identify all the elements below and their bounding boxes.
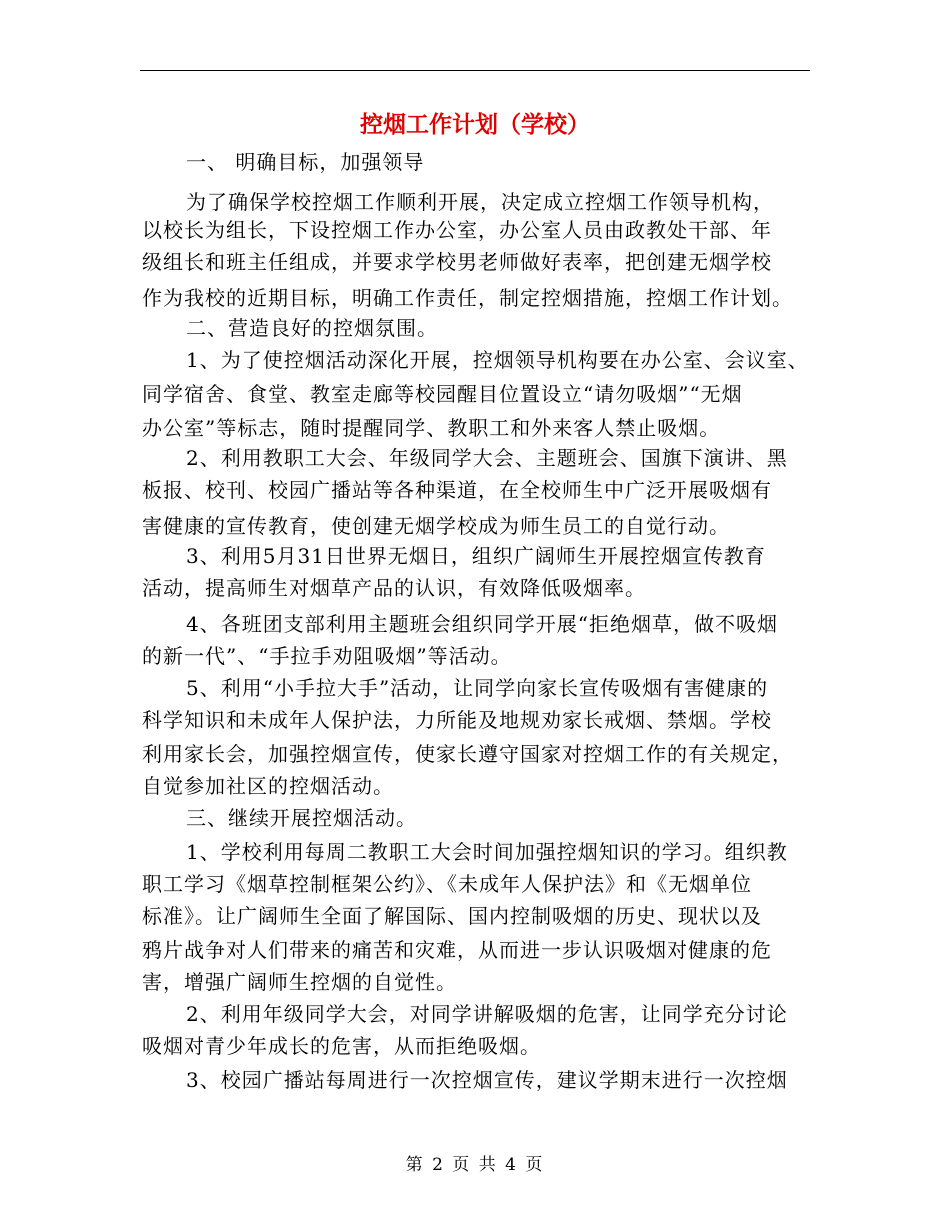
paragraph-line: 同学宿舍、食堂、教室走廊等校园醒目位置设立“请勿吸烟”“无烟 (142, 382, 743, 406)
document-title: 控烟工作计划（学校） (360, 111, 590, 138)
paragraph-line: 以校长为组长，下设控烟工作办公室，办公室人员由政教处干部、年 (142, 218, 772, 242)
paragraph-line: 活动，提高师生对烟草产品的认识，有效降低吸烟率。 (142, 576, 646, 600)
paragraph-line: 职工学习《烟草控制框架公约》、《未成年人保护法》和《无烟单位 (142, 872, 752, 896)
paragraph-line: 鸦片战争对人们带来的痛苦和灾难，从而进一步认识吸烟对健康的危 (142, 938, 772, 962)
paragraph-line: 3、利用5月31日世界无烟日，组织广阔师生开展控烟宣传教育 (186, 544, 766, 568)
section-heading: 一、 明确目标，加强领导 (186, 150, 425, 174)
header-rule (140, 70, 810, 71)
paragraph-line: 害，增强广阔师生控烟的自觉性。 (142, 970, 457, 994)
paragraph-line: 级组长和班主任组成，并要求学校男老师做好表率，把创建无烟学校 (142, 250, 772, 274)
paragraph-line: 4、各班团支部利用主题班会组织同学开展“拒绝烟草，做不吸烟 (186, 612, 778, 636)
paragraph-line: 1、为了使控烟活动深化开展，控烟领导机构要在办公室、会议室、 (186, 348, 809, 372)
paragraph-line: 吸烟对青少年成长的危害，从而拒绝吸烟。 (142, 1034, 541, 1058)
paragraph-line: 办公室”等标志，随时提醒同学、教职工和外来客人禁止吸烟。 (142, 416, 721, 440)
paragraph-line: 1、学校利用每周二教职工大会时间加强控烟知识的学习。组织教 (186, 840, 788, 864)
paragraph-line: 自觉参加社区的控烟活动。 (142, 774, 394, 798)
paragraph-line: 为了确保学校控烟工作顺利开展，决定成立控烟工作领导机构， (186, 190, 774, 214)
paragraph-line: 作为我校的近期目标，明确工作责任，制定控烟措施，控烟工作计划。 (142, 286, 793, 310)
paragraph-line: 标准》。让广阔师生全面了解国际、国内控制吸烟的历史、现状以及 (142, 904, 762, 928)
paragraph-line: 5、利用“小手拉大手”活动，让同学向家长宣传吸烟有害健康的 (186, 676, 769, 700)
paragraph-line: 3、校园广播站每周进行一次控烟宣传，建议学期末进行一次控烟 (186, 1068, 788, 1092)
paragraph-line: 2、利用年级同学大会，对同学讲解吸烟的危害，让同学充分讨论 (186, 1002, 788, 1026)
paragraph-line: 2、利用教职工大会、年级同学大会、主题班会、国旗下演讲、黑 (186, 446, 788, 470)
section-heading: 三、继续开展控烟活动。 (186, 806, 417, 830)
paragraph-line: 害健康的宣传教育，使创建无烟学校成为师生员工的自觉行动。 (142, 514, 730, 538)
paragraph-line: 板报、校刊、校园广播站等各种渠道，在全校师生中广泛开展吸烟有 (142, 478, 772, 502)
page-number: 第 2 页 共 4 页 (405, 1155, 545, 1175)
paragraph-line: 利用家长会，加强控烟宣传，使家长遵守国家对控烟工作的有关规定， (142, 742, 793, 766)
paragraph-line: 科学知识和未成年人保护法，力所能及地规劝家长戒烟、禁烟。学校 (142, 708, 772, 732)
section-heading: 二、营造良好的控烟氛围。 (186, 316, 438, 340)
paragraph-line: 的新一代”、“手拉手劝阻吸烟”等活动。 (142, 644, 512, 668)
